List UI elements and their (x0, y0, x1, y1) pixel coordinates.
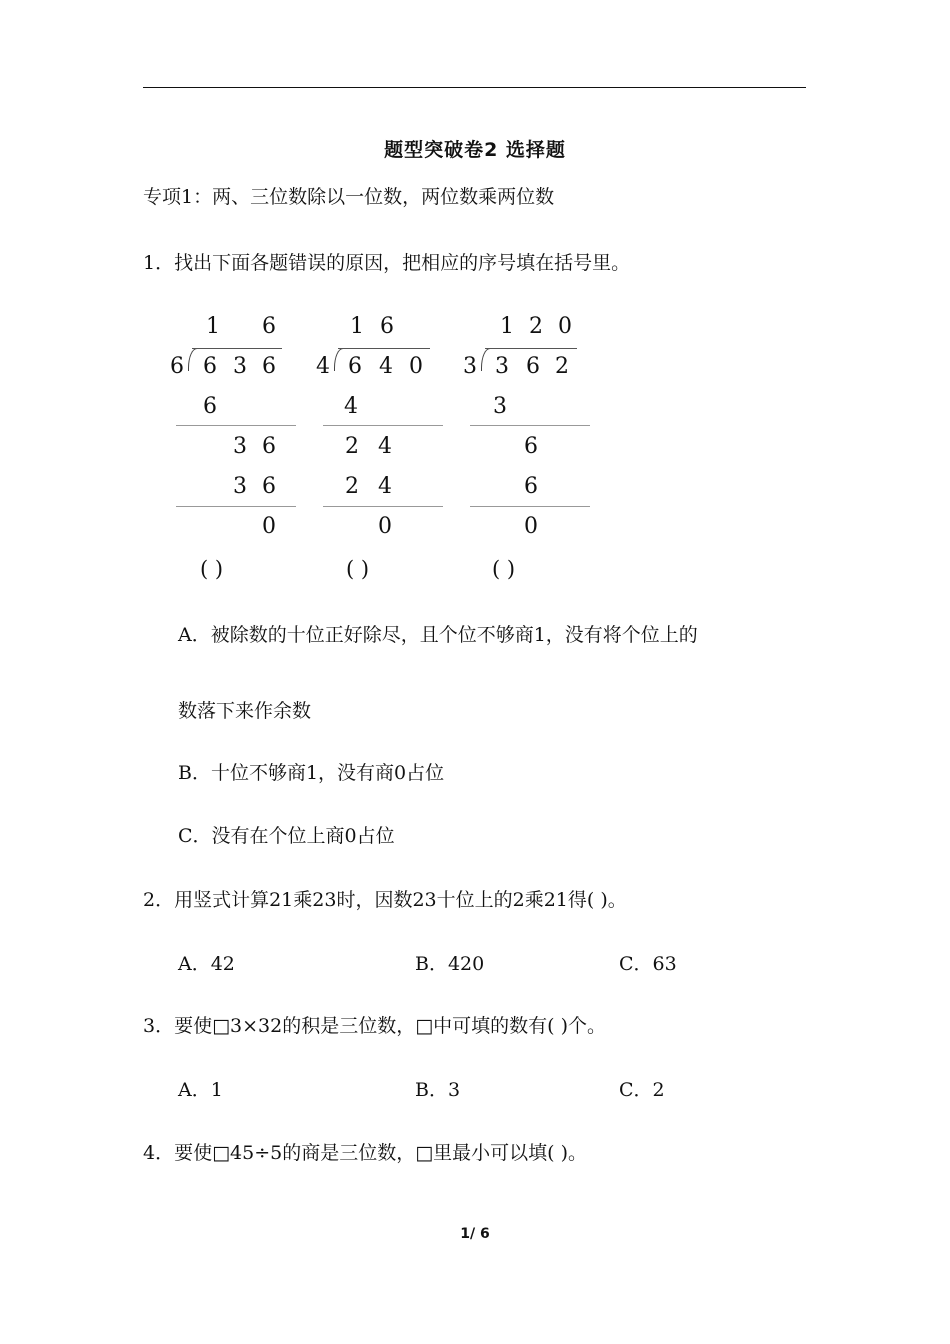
step-digit: 6 (203, 394, 217, 419)
section-heading: 专项1：两、三位数除以一位数，两位数乘两位数 (143, 186, 555, 208)
step-digit: 6 (524, 474, 538, 499)
dividend-digit: 6 (526, 354, 540, 379)
q3-option-c[interactable]: C．2 (619, 1079, 665, 1101)
dividend-digit: 2 (555, 354, 569, 379)
division-bracket (188, 348, 197, 371)
answer-blank[interactable]: ( ) (346, 557, 370, 581)
divisor: 3 (463, 354, 477, 379)
division-bar (485, 348, 577, 349)
q2-option-a[interactable]: A．42 (178, 953, 235, 975)
quotient-digit: 6 (380, 314, 394, 339)
step-digit: 2 (345, 474, 359, 499)
answer-blank[interactable]: ( ) (492, 557, 516, 581)
q2-option-c[interactable]: C．63 (619, 953, 677, 975)
step-rule (470, 425, 590, 426)
divisor: 6 (170, 354, 184, 379)
quotient-digit: 1 (500, 314, 514, 339)
question-2-stem: 2．用竖式计算21乘23时，因数23十位上的2乘21得( )。 (143, 889, 627, 911)
quotient-digit: 0 (558, 314, 572, 339)
quotient-digit: 1 (206, 314, 220, 339)
step-rule (323, 506, 443, 507)
header-rule (143, 87, 806, 88)
step-rule (470, 506, 590, 507)
question-3-stem: 3．要使□3×32的积是三位数，□中可填的数有( )个。 (143, 1015, 607, 1037)
step-digit: 4 (344, 394, 358, 419)
quotient-digit: 6 (262, 314, 276, 339)
q3-option-b[interactable]: B．3 (415, 1079, 461, 1101)
step-digit: 3 (493, 394, 507, 419)
dividend-digit: 3 (233, 354, 247, 379)
step-digit: 6 (262, 434, 276, 459)
dividend-digit: 3 (495, 354, 509, 379)
page-title: 题型突破卷2 选择题 (384, 139, 566, 161)
dividend-digit: 4 (379, 354, 393, 379)
quotient-digit: 1 (350, 314, 364, 339)
dividend-digit: 6 (262, 354, 276, 379)
question-4-stem: 4．要使□45÷5的商是三位数，□里最小可以填( )。 (143, 1142, 588, 1164)
question-1-stem: 1．找出下面各题错误的原因，把相应的序号填在括号里。 (143, 252, 631, 274)
dividend-digit: 6 (348, 354, 362, 379)
dividend-digit: 0 (409, 354, 423, 379)
step-digit: 4 (378, 474, 392, 499)
remainder: 0 (524, 514, 538, 539)
step-rule (176, 506, 296, 507)
dividend-digit: 6 (203, 354, 217, 379)
division-bracket (481, 348, 490, 371)
remainder: 0 (378, 514, 392, 539)
q2-option-b[interactable]: B．420 (415, 953, 485, 975)
page-number: 1/ 6 (460, 1226, 490, 1242)
q1-option-a: A．被除数的十位正好除尽，且个位不够商1，没有将个位上的 (178, 624, 698, 646)
q1-option-b: B．十位不够商1，没有商0占位 (178, 762, 445, 784)
division-bar (192, 348, 282, 349)
q1-option-c: C．没有在个位上商0占位 (178, 825, 395, 847)
step-digit: 2 (345, 434, 359, 459)
q1-option-a-cont: 数落下来作余数 (178, 700, 312, 722)
step-digit: 6 (524, 434, 538, 459)
step-digit: 6 (262, 474, 276, 499)
answer-blank[interactable]: ( ) (200, 557, 224, 581)
q3-option-a[interactable]: A．1 (178, 1079, 223, 1101)
step-rule (323, 425, 443, 426)
step-digit: 4 (378, 434, 392, 459)
division-bracket (334, 348, 343, 371)
remainder: 0 (262, 514, 276, 539)
step-rule (176, 425, 296, 426)
division-bar (338, 348, 430, 349)
step-digit: 3 (233, 474, 247, 499)
step-digit: 3 (233, 434, 247, 459)
divisor: 4 (316, 354, 330, 379)
quotient-digit: 2 (529, 314, 543, 339)
